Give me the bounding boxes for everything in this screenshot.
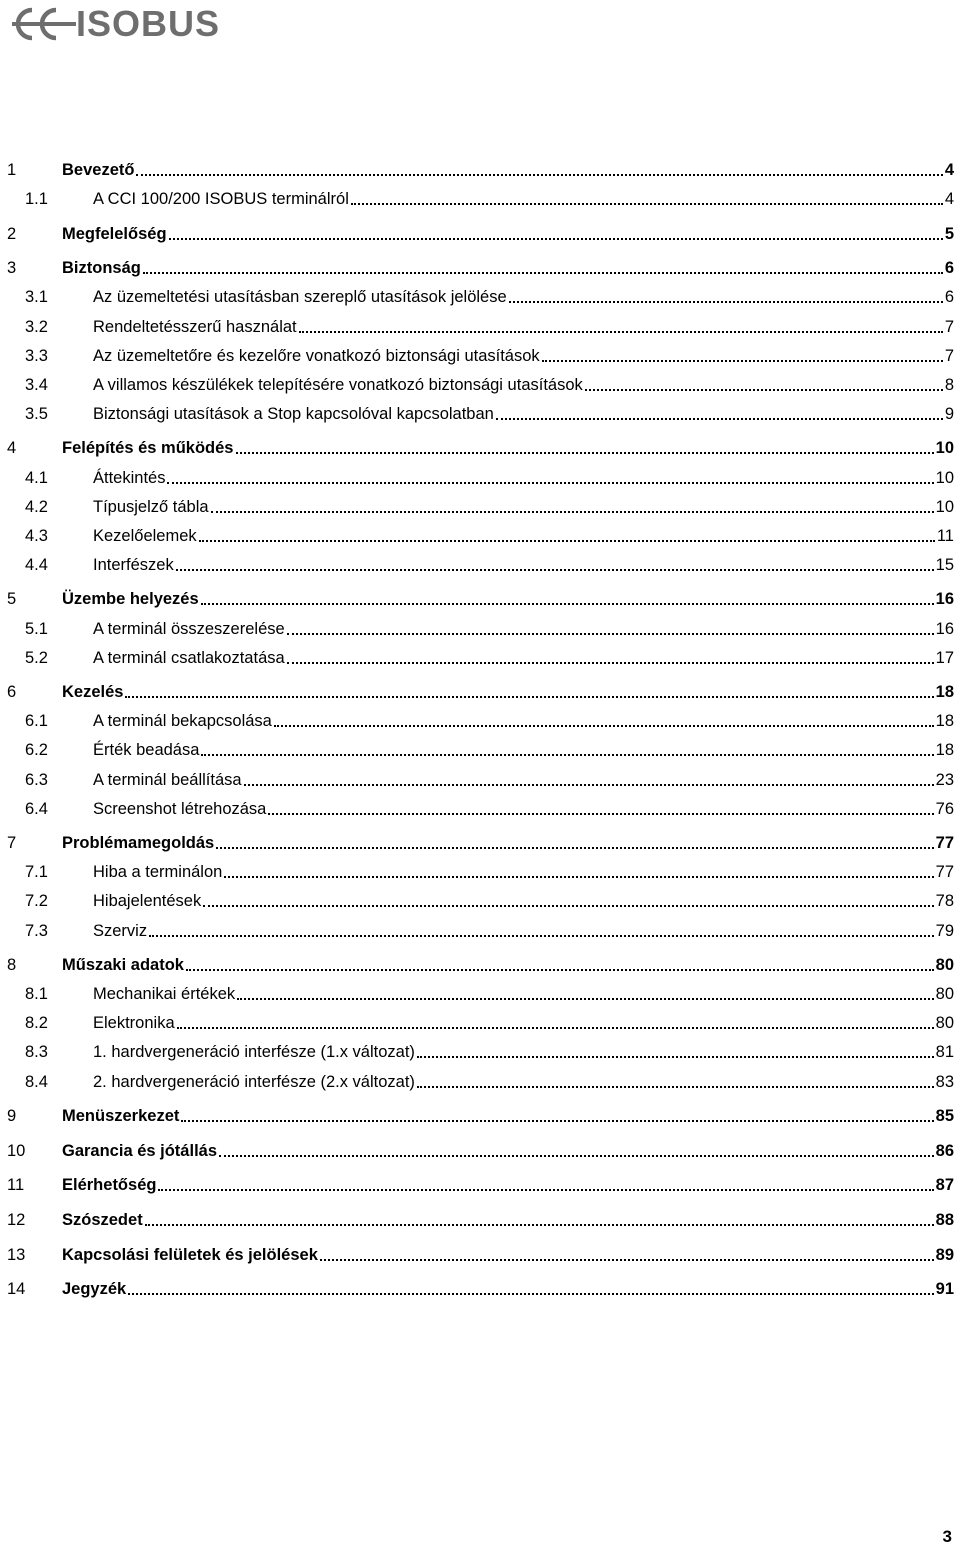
toc-entry-title: Szerviz [93, 922, 148, 940]
toc-dot-leader [203, 905, 933, 907]
toc-entry-line [93, 862, 954, 882]
toc-entry-page: 5 [944, 225, 954, 243]
toc-entry-title: Kezelés [62, 683, 124, 701]
toc-entry-line [93, 375, 954, 395]
toc-entry-number: 3.2 [25, 318, 48, 336]
toc-entry-title: Kezelőelemek [93, 527, 197, 545]
toc-section-entry[interactable] [0, 554, 954, 576]
toc-chapter-entry[interactable] [0, 1209, 954, 1231]
toc-entry-line [93, 1072, 954, 1092]
toc-entry-line [93, 404, 954, 424]
toc-entry-line [62, 1175, 954, 1195]
toc-entry-line [62, 1141, 954, 1161]
toc-entry-line [93, 287, 954, 307]
toc-entry-line [62, 224, 954, 244]
toc-entry-title: Biztonság [62, 259, 141, 277]
isobus-logo [12, 4, 220, 44]
toc-section-entry[interactable] [0, 286, 954, 308]
toc-entry-page: 86 [935, 1142, 954, 1160]
toc-entry-number: 4.4 [25, 556, 48, 574]
toc-entry-title: Elérhetőség [62, 1176, 157, 1194]
toc-entry-page: 4 [944, 190, 954, 208]
toc-dot-leader [417, 1086, 934, 1088]
toc-entry-title: Menüszerkezet [62, 1107, 180, 1125]
toc-dot-leader [125, 696, 933, 698]
toc-entry-title: Az üzemeltetőre és kezelőre vonatkozó biztonsági utasítások [93, 347, 540, 365]
toc-entry-page: 6 [944, 288, 954, 306]
toc-dot-leader [201, 754, 933, 756]
toc-entry-page: 9 [944, 405, 954, 423]
toc-entry-page: 91 [935, 1280, 954, 1298]
toc-entry-line [93, 189, 954, 209]
toc-entry-page: 89 [935, 1246, 954, 1264]
toc-entry-number: 6.1 [25, 712, 48, 730]
toc-section-entry[interactable] [0, 920, 954, 942]
toc-dot-leader [199, 540, 935, 542]
toc-dot-leader [268, 813, 933, 815]
toc-entry-number: 4.1 [25, 469, 48, 487]
toc-entry-number: 3.5 [25, 405, 48, 423]
toc-section-entry[interactable] [0, 188, 954, 210]
toc-entry-title: Garancia és jótállás [62, 1142, 218, 1160]
toc-entry-page: 77 [935, 834, 954, 852]
toc-entry-line [93, 317, 954, 337]
toc-chapter-entry[interactable] [0, 1278, 954, 1300]
toc-entry-page: 6 [944, 259, 954, 277]
toc-dot-leader [167, 482, 933, 484]
toc-entry-line [62, 438, 954, 458]
toc-section-entry[interactable] [0, 374, 954, 396]
toc-entry-title: Interfészek [93, 556, 174, 574]
toc-entry-page: 23 [935, 771, 954, 789]
toc-section-entry[interactable] [0, 467, 954, 489]
toc-dot-leader [287, 633, 934, 635]
toc-entry-number: 14 [7, 1280, 26, 1298]
toc-entry-page: 16 [935, 620, 954, 638]
toc-chapter-entry[interactable] [0, 681, 954, 703]
toc-entry-title: Szószedet [62, 1211, 143, 1229]
toc-dot-leader [237, 998, 933, 1000]
toc-entry-line [93, 555, 954, 575]
toc-entry-number: 3.4 [25, 376, 48, 394]
toc-entry-line [93, 921, 954, 941]
toc-entry-number: 4.3 [25, 527, 48, 545]
toc-dot-leader [585, 389, 943, 391]
toc-entry-title: Megfelelőség [62, 225, 167, 243]
toc-section-entry[interactable] [0, 647, 954, 669]
toc-entry-title: Bevezető [62, 161, 135, 179]
toc-section-entry[interactable] [0, 769, 954, 791]
toc-entry-title: Érték beadása [93, 741, 200, 759]
toc-entry-title: Problémamegoldás [62, 834, 215, 852]
toc-chapter-entry[interactable] [0, 257, 954, 279]
toc-entry-title: Mechanikai értékek [93, 985, 236, 1003]
toc-entry-title: 2. hardvergeneráció interfésze (2.x változat) [93, 1073, 415, 1091]
toc-entry-title: Biztonsági utasítások a Stop kapcsolóval kapcsolatban [93, 405, 494, 423]
toc-entry-title: Kapcsolási felületek és jelölések [62, 1246, 318, 1264]
toc-section-entry[interactable] [0, 739, 954, 761]
toc-entry-number: 5 [7, 590, 17, 608]
toc-entry-page: 76 [935, 800, 954, 818]
toc-entry-line [62, 160, 954, 180]
toc-chapter-entry[interactable] [0, 1244, 954, 1266]
toc-entry-page: 83 [935, 1073, 954, 1091]
toc-entry-number: 12 [7, 1211, 26, 1229]
toc-chapter-entry[interactable] [0, 223, 954, 245]
toc-entry-number: 5.1 [25, 620, 48, 638]
toc-entry-title: Hiba a terminálon [93, 863, 223, 881]
toc-entry-page: 78 [935, 892, 954, 910]
toc-entry-title: Típusjelző tábla [93, 498, 209, 516]
toc-entry-line [62, 682, 954, 702]
toc-entry-line [93, 984, 954, 1004]
toc-dot-leader [136, 174, 942, 176]
toc-entry-title: Felépítés és működés [62, 439, 234, 457]
toc-entry-page: 17 [935, 649, 954, 667]
toc-chapter-entry[interactable] [0, 1105, 954, 1127]
logo-text: ISOBUS [76, 3, 221, 44]
toc-section-entry[interactable] [0, 983, 954, 1005]
toc-entry-number: 8.4 [25, 1073, 48, 1091]
toc-dot-leader [169, 238, 943, 240]
toc-entry-title: Az üzemeltetési utasításban szereplő utasítások jelölése [93, 288, 507, 306]
toc-entry-title: Screenshot létrehozása [93, 800, 267, 818]
toc-entry-page: 80 [935, 985, 954, 1003]
toc-entry-line [62, 1245, 954, 1265]
toc-entry-page: 4 [944, 161, 954, 179]
toc-entry-title: A terminál csatlakoztatása [93, 649, 285, 667]
toc-entry-line [93, 497, 954, 517]
toc-chapter-entry[interactable] [0, 1140, 954, 1162]
toc-section-entry[interactable] [0, 890, 954, 912]
toc-entry-page: 16 [935, 590, 954, 608]
toc-dot-leader [542, 360, 943, 362]
toc-dot-leader [320, 1259, 934, 1261]
toc-dot-leader [177, 1027, 934, 1029]
toc-dot-leader [211, 511, 934, 513]
toc-entry-title: Elektronika [93, 1014, 175, 1032]
toc-entry-page: 10 [935, 498, 954, 516]
toc-entry-line [93, 740, 954, 760]
toc-chapter-entry[interactable] [0, 159, 954, 181]
toc-entry-page: 77 [935, 863, 954, 881]
toc-entry-line [62, 1106, 954, 1126]
toc-entry-title: Áttekintés [93, 469, 166, 487]
toc-section-entry[interactable] [0, 710, 954, 732]
toc-dot-leader [143, 272, 943, 274]
toc-entry-line [62, 258, 954, 278]
toc-section-entry[interactable] [0, 525, 954, 547]
toc-section-entry[interactable] [0, 1041, 954, 1063]
toc-section-entry[interactable] [0, 861, 954, 883]
toc-entry-number: 7.2 [25, 892, 48, 910]
toc-entry-number: 10 [7, 1142, 26, 1160]
toc-section-entry[interactable] [0, 1012, 954, 1034]
toc-entry-title: Üzembe helyezés [62, 590, 199, 608]
toc-entry-line [93, 619, 954, 639]
toc-entry-page: 18 [935, 683, 954, 701]
toc-entry-line [62, 1210, 954, 1230]
toc-dot-leader [186, 969, 934, 971]
toc-entry-number: 6 [7, 683, 17, 701]
toc-chapter-entry[interactable] [0, 588, 954, 610]
toc-entry-number: 7 [7, 834, 17, 852]
page-number: 3 [942, 1527, 952, 1546]
toc-dot-leader [216, 847, 933, 849]
toc-entry-page: 11 [936, 527, 954, 545]
toc-section-entry[interactable] [0, 496, 954, 518]
toc-chapter-entry[interactable] [0, 1174, 954, 1196]
toc-entry-number: 1 [7, 161, 17, 179]
toc-entry-page: 15 [935, 556, 954, 574]
toc-entry-page: 80 [935, 1014, 954, 1032]
toc-entry-number: 8.2 [25, 1014, 48, 1032]
toc-entry-line [93, 770, 954, 790]
toc-entry-title: A terminál bekapcsolása [93, 712, 272, 730]
toc-chapter-entry[interactable] [0, 954, 954, 976]
toc-entry-title: A terminál összeszerelése [93, 620, 285, 638]
cc-logo-mark-icon [12, 6, 80, 42]
toc-entry-line [93, 648, 954, 668]
toc-dot-leader [236, 452, 934, 454]
toc-entry-line [93, 711, 954, 731]
toc-entry-page: 79 [935, 922, 954, 940]
toc-section-entry[interactable] [0, 345, 954, 367]
toc-entry-page: 7 [944, 318, 954, 336]
toc-entry-number: 6.4 [25, 800, 48, 818]
toc-entry-number: 8.1 [25, 985, 48, 1003]
toc-entry-title: 1. hardvergeneráció interfésze (1.x változat) [93, 1043, 415, 1061]
toc-dot-leader [417, 1056, 934, 1058]
toc-entry-line [62, 955, 954, 975]
toc-entry-title: A CCI 100/200 ISOBUS terminálról [93, 190, 349, 208]
toc-entry-line [93, 891, 954, 911]
toc-entry-page: 85 [935, 1107, 954, 1125]
toc-entry-line [93, 346, 954, 366]
toc-entry-number: 4 [7, 439, 17, 457]
toc-entry-line [93, 799, 954, 819]
toc-entry-title: Rendeltetésszerű használat [93, 318, 297, 336]
toc-entry-number: 5.2 [25, 649, 48, 667]
toc-section-entry[interactable] [0, 403, 954, 425]
toc-entry-page: 80 [935, 956, 954, 974]
toc-dot-leader [128, 1293, 933, 1295]
toc-entry-number: 3.1 [25, 288, 48, 306]
toc-section-entry[interactable] [0, 316, 954, 338]
toc-entry-title: A villamos készülékek telepítésére vonatkozó biztonsági utasítások [93, 376, 583, 394]
toc-section-entry[interactable] [0, 798, 954, 820]
toc-dot-leader [149, 935, 934, 937]
toc-section-entry[interactable] [0, 1071, 954, 1093]
toc-entry-number: 13 [7, 1246, 26, 1264]
toc-dot-leader [145, 1224, 934, 1226]
toc-entry-page: 81 [935, 1043, 954, 1061]
toc-entry-number: 8 [7, 956, 17, 974]
toc-chapter-entry[interactable] [0, 832, 954, 854]
toc-entry-number: 6.3 [25, 771, 48, 789]
toc-entry-page: 88 [935, 1211, 954, 1229]
toc-entry-page: 10 [935, 469, 954, 487]
toc-dot-leader [496, 418, 943, 420]
toc-entry-title: Műszaki adatok [62, 956, 184, 974]
toc-entry-line [62, 1279, 954, 1299]
toc-entry-line [93, 1013, 954, 1033]
toc-dot-leader [181, 1120, 933, 1122]
toc-entry-title: Jegyzék [62, 1280, 127, 1298]
toc-entry-number: 7.3 [25, 922, 48, 940]
toc-entry-title: A terminál beállítása [93, 771, 242, 789]
toc-dot-leader [287, 662, 934, 664]
toc-entry-number: 8.3 [25, 1043, 48, 1061]
toc-dot-leader [274, 725, 934, 727]
toc-entry-number: 7.1 [25, 863, 48, 881]
toc-dot-leader [351, 203, 943, 205]
toc-entry-page: 7 [944, 347, 954, 365]
toc-entry-page: 8 [944, 376, 954, 394]
toc-entry-page: 87 [935, 1176, 954, 1194]
toc-entry-line [93, 526, 954, 546]
toc-entry-number: 6.2 [25, 741, 48, 759]
toc-dot-leader [176, 569, 934, 571]
toc-dot-leader [158, 1189, 933, 1191]
toc-entry-number: 3 [7, 259, 17, 277]
toc-entry-title: Hibajelentések [93, 892, 202, 910]
toc-entry-number: 11 [7, 1176, 25, 1194]
toc-dot-leader [509, 301, 943, 303]
toc-entry-line [62, 833, 954, 853]
toc-entry-number: 4.2 [25, 498, 48, 516]
toc-dot-leader [299, 331, 943, 333]
toc-entry-number: 3.3 [25, 347, 48, 365]
toc-dot-leader [244, 784, 934, 786]
toc-entry-number: 1.1 [25, 190, 48, 208]
toc-entry-number: 2 [7, 225, 17, 243]
toc-section-entry[interactable] [0, 618, 954, 640]
toc-dot-leader [201, 603, 934, 605]
toc-entry-line [93, 468, 954, 488]
toc-entry-number: 9 [7, 1107, 17, 1125]
toc-entry-line [62, 589, 954, 609]
toc-entry-page: 10 [935, 439, 954, 457]
toc-entry-page: 18 [935, 741, 954, 759]
toc-dot-leader [219, 1155, 934, 1157]
toc-chapter-entry[interactable] [0, 437, 954, 459]
toc-dot-leader [224, 876, 933, 878]
toc-entry-page: 18 [935, 712, 954, 730]
toc-entry-line [93, 1042, 954, 1062]
